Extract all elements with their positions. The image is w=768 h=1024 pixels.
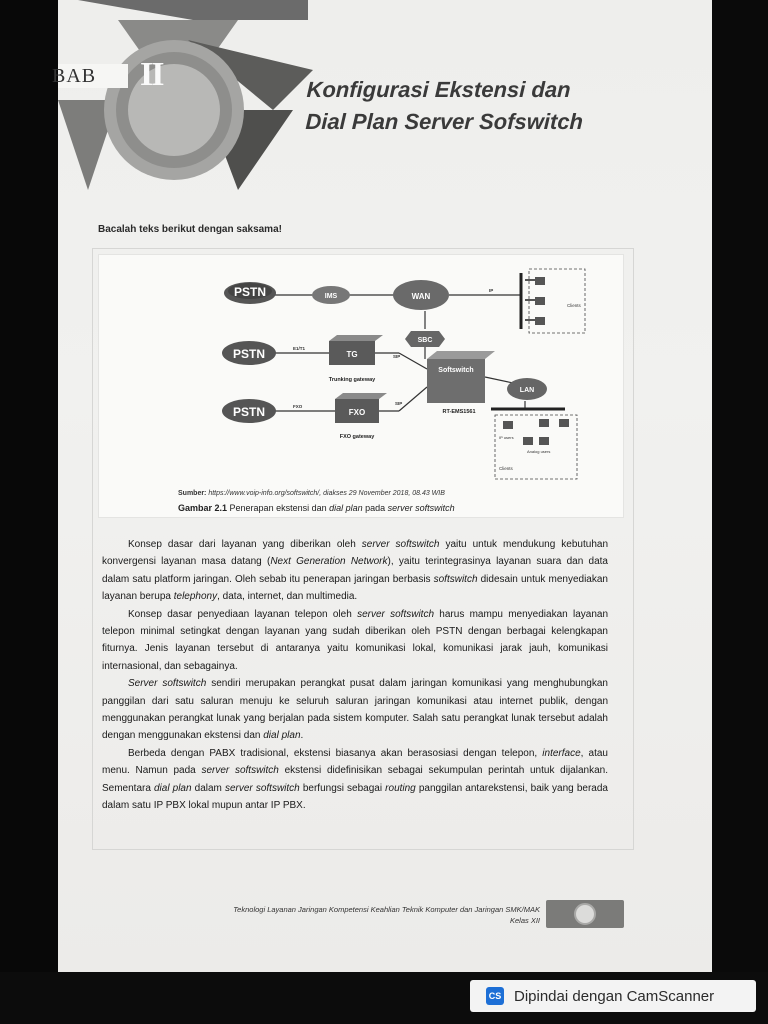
label-fxo-link: FXO bbox=[293, 404, 303, 409]
p2-text-a: Konsep dasar penyediaan layanan telepon oleh bbox=[128, 608, 358, 620]
p4-italic-1: interface bbox=[542, 747, 581, 759]
p4-text-e: berfungsi sebagai bbox=[299, 782, 386, 794]
p4-text-f: panggilan antarekstensi, baik yang berada dalam satu IP PBX lokal mupun antar IP PBX. bbox=[102, 782, 608, 812]
p4-italic-5: routing bbox=[385, 782, 416, 794]
source-url: https://www.voip-info.org/softswitch/, bbox=[208, 490, 322, 497]
scanned-page bbox=[52, 0, 712, 972]
client-phones-top bbox=[525, 277, 545, 325]
trunking-gateway-device bbox=[329, 335, 383, 383]
cloud-pstn-middle bbox=[222, 341, 276, 365]
chapter-title-line-1: Konfigurasi Ekstensi dan bbox=[306, 77, 572, 102]
body-text bbox=[102, 536, 608, 815]
cloud-pstn-bottom bbox=[222, 399, 276, 423]
caption-number: Gambar 2.1 bbox=[178, 503, 228, 513]
label-ip-users: IP users bbox=[499, 435, 514, 440]
emblem-icon bbox=[574, 903, 596, 925]
cloud-lan bbox=[507, 378, 547, 400]
p4-italic-2: server softswitch bbox=[201, 765, 279, 777]
paragraph-1 bbox=[102, 536, 608, 606]
watermark-label: Dipindai dengan CamScanner bbox=[514, 987, 715, 1005]
p4-italic-3: dial plan bbox=[154, 782, 192, 794]
p3-italic-1: Server softswitch bbox=[128, 678, 207, 690]
paragraph-4 bbox=[102, 745, 608, 815]
sbc-device bbox=[405, 331, 445, 347]
p1-text-d: didesain untuk menyediakan layanan berupa bbox=[102, 573, 608, 603]
footer-emblem bbox=[546, 900, 624, 928]
p1-text-a: Konsep dasar dari layanan yang diberikan oleh bbox=[128, 539, 362, 550]
p2-text-b: harus mampu menyediakan layanan telepon minimal setingkat dengan layanan yang sudah diberikan oleh PSTN dengan berbagai kelengkapan fiturnya. Jenis layanan tersebut di antaranya yaitu komunikasi lokal, komunikasi jarak jauh, komunikasi internasional, dan sebagainya. bbox=[102, 608, 609, 672]
label-softswitch: Softswitch bbox=[438, 367, 474, 374]
p1-text-b: yaitu untuk mendukung kebutuhan konvergensi layanan masa datang ( bbox=[102, 539, 609, 568]
footer-line-1: Teknologi Layanan Jaringan Kompetensi Keahlian Teknik Komputer dan Jaringan SMK/MAK bbox=[233, 905, 540, 914]
label-wan: WAN bbox=[411, 292, 431, 301]
cloud-wan bbox=[393, 280, 449, 310]
p1-italic-1: server softswitch bbox=[361, 539, 440, 550]
label-trunking-gateway: Trunking gateway bbox=[328, 377, 376, 383]
footer-line-2: Kelas XII bbox=[509, 916, 540, 925]
p3-text-b: . bbox=[300, 730, 304, 742]
softswitch-server bbox=[427, 351, 495, 415]
label-sbc: SBC bbox=[417, 337, 433, 344]
figure-caption bbox=[178, 503, 455, 513]
label-ip: IP bbox=[489, 288, 494, 293]
p4-text-d: dalam bbox=[191, 782, 225, 794]
label-fxo: FXO bbox=[348, 408, 366, 417]
page-footer bbox=[108, 904, 540, 926]
reading-instruction: Bacalah teks berikut dengan saksama! bbox=[98, 224, 282, 235]
caption-dialplan: dial plan bbox=[329, 503, 363, 513]
chapter-title-line-2: Dial Plan Server Sofswitch bbox=[305, 109, 584, 134]
p4-text-b: , atau menu. Namun pada bbox=[102, 747, 608, 777]
label-clients-bottom: Clients bbox=[499, 466, 513, 471]
p1-italic-2: Next Generation Network bbox=[270, 556, 388, 568]
label-pstn-middle: PSTN bbox=[232, 347, 266, 361]
label-clients-top: Clients bbox=[567, 303, 581, 308]
camscanner-logo-icon: CS bbox=[486, 987, 504, 1005]
p2-italic-1: server softswitch bbox=[357, 608, 435, 620]
cloud-ims bbox=[312, 286, 350, 304]
chapter-header-graphic bbox=[58, 0, 318, 200]
bab-label: BAB bbox=[58, 64, 128, 88]
label-tg: TG bbox=[346, 350, 358, 359]
client-phones-bottom bbox=[503, 419, 569, 445]
caption-text-1: Penerapan ekstensi dan bbox=[227, 503, 330, 513]
network-figure bbox=[98, 254, 624, 518]
p1-text-c: ), yaitu terintegrasinya layanan suara dan data dalam satu platform jaringan. Oleh sebab itu penerapan jaringan berbasis bbox=[102, 556, 608, 585]
label-sip-bottom: SIP bbox=[395, 401, 403, 406]
label-softswitch-model: RT-EMS1561 bbox=[442, 409, 476, 415]
figure-source bbox=[178, 490, 445, 497]
scan-right-margin bbox=[712, 0, 768, 1024]
p4-italic-4: server softswitch bbox=[224, 782, 300, 794]
caption-server: server softswitch bbox=[387, 503, 455, 513]
label-lan: LAN bbox=[519, 387, 535, 394]
p1-italic-4: telephony bbox=[173, 591, 218, 603]
p3-italic-2: dial plan bbox=[263, 730, 301, 742]
label-sip-top: SIP bbox=[393, 354, 401, 359]
label-e1t1: E1/T1 bbox=[293, 346, 306, 351]
p3-text-a: sendiri merupakan perangkat pusat dalam jaringan komunikasi yang menghubungkan panggilan dari satu saluran menuju ke seluruh saluran jaringan komunikasi atau internet publik, dengan menggunakan perangkat lunak yang berjalan pada sistem komputer. Salah satu perangkat lunak tersebut adalah dengan menggunakan ekstensi dan bbox=[102, 678, 608, 742]
source-suffix: diakses 29 November 2018, 08.43 WIB bbox=[321, 490, 445, 497]
softswitch-network-diagram bbox=[99, 255, 623, 517]
p4-text-c: ekstensi didefinisikan sebagai sekumpulan perintah untuk dijalankan. Sementara bbox=[102, 765, 608, 794]
p4-text-a: Berbeda dengan PABX tradisional, ekstensi biasanya akan berasosiasi dengan telepon, bbox=[128, 747, 543, 759]
scan-left-margin bbox=[0, 0, 58, 1024]
camscanner-watermark bbox=[470, 980, 756, 1012]
cloud-pstn-top bbox=[224, 282, 276, 304]
paragraph-2 bbox=[102, 606, 608, 676]
label-pstn-top: PSTN bbox=[233, 285, 267, 299]
label-analog-users: Analog users bbox=[527, 449, 551, 454]
label-ims: IMS bbox=[324, 293, 338, 300]
p1-text-e: , data, internet, dan multimedia. bbox=[217, 591, 358, 603]
fxo-gateway-device bbox=[335, 393, 387, 440]
label-pstn-bottom: PSTN bbox=[232, 405, 266, 419]
chapter-number: II bbox=[140, 56, 163, 93]
paragraph-3 bbox=[102, 675, 608, 745]
chapter-title bbox=[305, 74, 637, 138]
label-fxo-gateway: FXO gateway bbox=[339, 434, 375, 440]
p1-italic-3: softswitch bbox=[433, 573, 478, 585]
caption-text-2: pada bbox=[362, 503, 388, 513]
source-prefix: Sumber: bbox=[178, 490, 209, 497]
